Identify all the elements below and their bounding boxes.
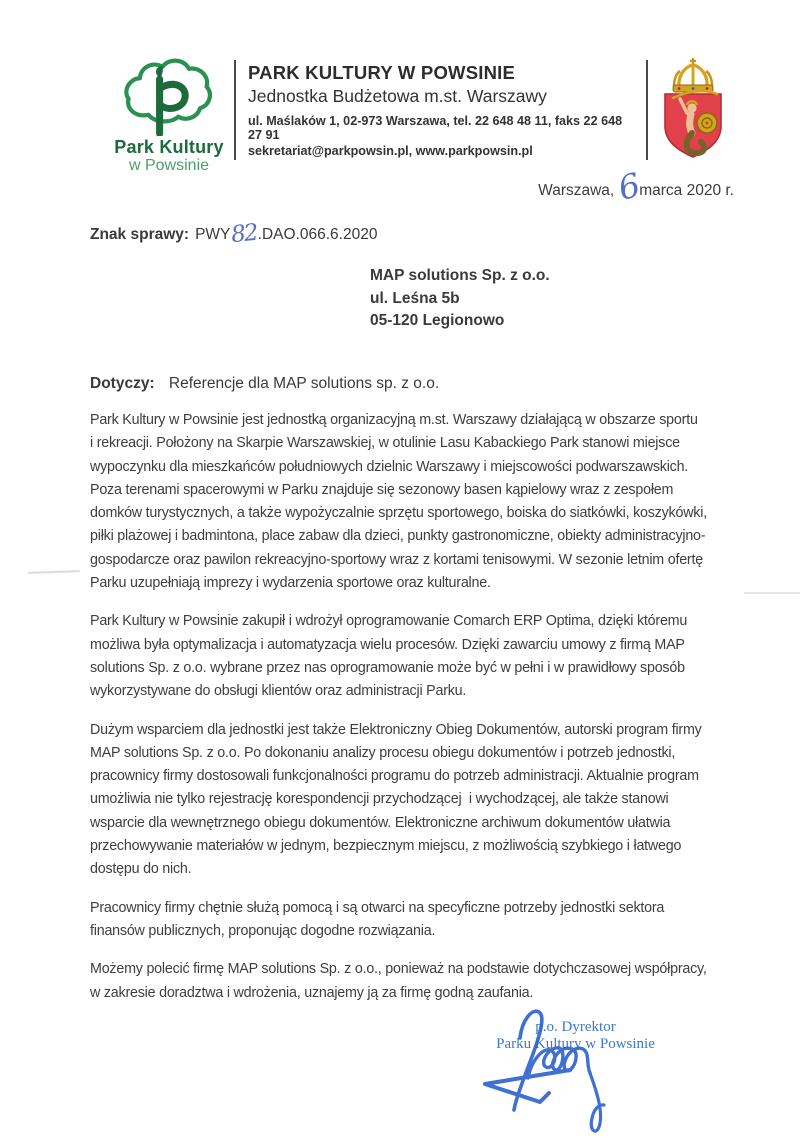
paragraph-line: Parku uzupełniają imprezy i wydarzenia sportowe oraz kulturalne. bbox=[90, 575, 491, 592]
paragraph bbox=[90, 958, 780, 1005]
paragraph-line: domków turystycznych, a także wypożyczalnie sprzętu sportowego, boiska do siatkówki, koszykówki, bbox=[90, 505, 707, 522]
paragraph bbox=[90, 719, 780, 882]
case-number-label: Znak sprawy: bbox=[90, 226, 190, 243]
paragraph-line: dostępu do nich. bbox=[90, 861, 192, 878]
paragraph-line: przechowywanie materiałów w jednym, bezpiecznym miejscu, z możliwością szybkiego i łatwego bbox=[90, 838, 682, 855]
park-logo bbox=[108, 56, 230, 175]
park-logo-text-line1: Park Kultury bbox=[114, 137, 224, 157]
dateline bbox=[538, 164, 734, 208]
paragraph-line: piłki plażowej i badmintona, place zabaw dla dzieci, punkty gastronomiczne, obiekty administracyjno- bbox=[90, 528, 706, 545]
date-city: Warszawa, bbox=[538, 182, 615, 199]
park-logo-text-line2: w Powsinie bbox=[128, 157, 210, 174]
paragraph-line: Poza terenami spacerowymi w Parku znajduje się sezonowy basen kąpielowy wraz z zespołem bbox=[90, 481, 674, 498]
handwritten-signature bbox=[452, 1006, 712, 1141]
paragraph-line: i rekreacji. Położony na Skarpie Warszawskiej, w otulinie Lasu Kabackiego Park stanowi miejsce bbox=[90, 435, 680, 452]
org-name: PARK KULTURY W POWSINIE bbox=[248, 62, 516, 83]
recipient-street: ul. Leśna 5b bbox=[370, 289, 460, 307]
handwritten-case-digits: 82 bbox=[230, 219, 259, 249]
park-logo-tree-icon bbox=[122, 56, 216, 136]
handwritten-day: 6 bbox=[614, 164, 645, 208]
paragraph-line: Dużym wsparciem dla jednostki jest także Elektroniczny Obieg Dokumentów, autorski program firmy bbox=[90, 721, 702, 738]
header-divider-right bbox=[646, 60, 648, 160]
paragraph bbox=[90, 610, 780, 703]
paragraph-line: Park Kultury w Powsinie jest jednostką organizacyjną m.st. Warszawy działającą w obszarze sportu bbox=[90, 412, 698, 428]
letterhead bbox=[108, 56, 730, 175]
subject-text: Referencje dla MAP solutions sp. z o.o. bbox=[168, 375, 440, 392]
paragraph-line: MAP solutions Sp. z o.o. Po dokonaniu analizy procesu obiegu dokumentów i potrzeb jednostki, bbox=[90, 744, 676, 761]
letter-body bbox=[90, 409, 780, 1020]
paragraph-line: Pracownicy firmy chętnie służą pomocą i są otwarci na specyficzne potrzeby jednostki sektora bbox=[90, 899, 665, 916]
paragraph-line: wsparcie dla wewnętrznego obiegu dokumentów. Elektroniczne archiwum dokumentów ułatwia bbox=[90, 814, 671, 831]
paragraph bbox=[90, 897, 780, 944]
paragraph-line: pracownicy firmy dostosowali funkcjonalności programu do potrzeb administracji. Aktualnie program bbox=[90, 768, 699, 785]
paragraph-line: gospodarcze oraz pawilon rekreacyjno-sportowy wraz z kortami tenisowymi. W sezonie letnim ofertę bbox=[90, 551, 703, 568]
subject-label: Dotyczy: bbox=[90, 375, 155, 392]
org-type: Jednostka Budżetowa m.st. Warszawy bbox=[248, 86, 547, 106]
case-number bbox=[90, 219, 378, 249]
case-number-prefix: PWY bbox=[195, 226, 231, 243]
paragraph-line: umożliwia nie tylko rejestrację korespondencji przychodzącej i wychodzącej, ale także stanowi bbox=[90, 791, 669, 808]
org-contact: sekretariat@parkpowsin.pl, www.parkpowsin.pl bbox=[248, 144, 533, 158]
paragraph-line: wykorzystywane do obsługi klientów oraz administracji Parku. bbox=[90, 683, 467, 700]
paragraph-line: Możemy polecić firmę MAP solutions Sp. z o.o., ponieważ na podstawie dotychczasowej współpracy, bbox=[90, 961, 707, 978]
recipient-address bbox=[370, 265, 550, 333]
paragraph-line: solutions Sp. z o.o. wybrane przez nas oprogramowanie może być w pełni i w prawidłowy sposób bbox=[90, 659, 685, 676]
paragraph-line: możliwa była optymalizacja i automatyzacja wielu procesów. Dzięki zawarciu umowy z firmą MAP bbox=[90, 636, 685, 653]
recipient-name: MAP solutions Sp. z o.o. bbox=[370, 267, 550, 284]
paragraph-line: finansów publicznych, proponując dogodne rozwiązania. bbox=[90, 922, 436, 939]
scan-artifact bbox=[28, 570, 80, 574]
paragraph-line: Park Kultury w Powsinie zakupił i wdrożył oprogramowanie Comarch ERP Optima, dzięki któremu bbox=[90, 613, 688, 630]
recipient-city: 05-120 Legionowo bbox=[370, 312, 505, 329]
org-info bbox=[248, 56, 632, 158]
date-rest: marca 2020 r. bbox=[639, 182, 734, 199]
signer-title-line1: p.o. Dyrektor bbox=[535, 1019, 616, 1035]
subject-line bbox=[90, 375, 439, 393]
warsaw-coat-of-arms-icon bbox=[656, 56, 730, 165]
org-address: ul. Maślaków 1, 02-973 Warszawa, tel. 22 648 48 11, faks 22 648 27 91 bbox=[248, 114, 623, 142]
scan-artifact bbox=[744, 592, 800, 594]
case-number-suffix: .DAO.066.6.2020 bbox=[257, 226, 378, 243]
paragraph-line: w zakresie doradztwa i wdrożenia, uznajemy ją za firmę godną zaufania. bbox=[90, 984, 534, 1001]
header-divider-left bbox=[234, 60, 236, 160]
paragraph-line: wypoczynku dla mieszkańców południowych dzielnic Warszawy i miejscowości podwarszawskich. bbox=[90, 458, 689, 475]
signer-title-line2: Parku Kultury w Powsinie bbox=[496, 1036, 655, 1052]
paragraph bbox=[90, 409, 780, 595]
